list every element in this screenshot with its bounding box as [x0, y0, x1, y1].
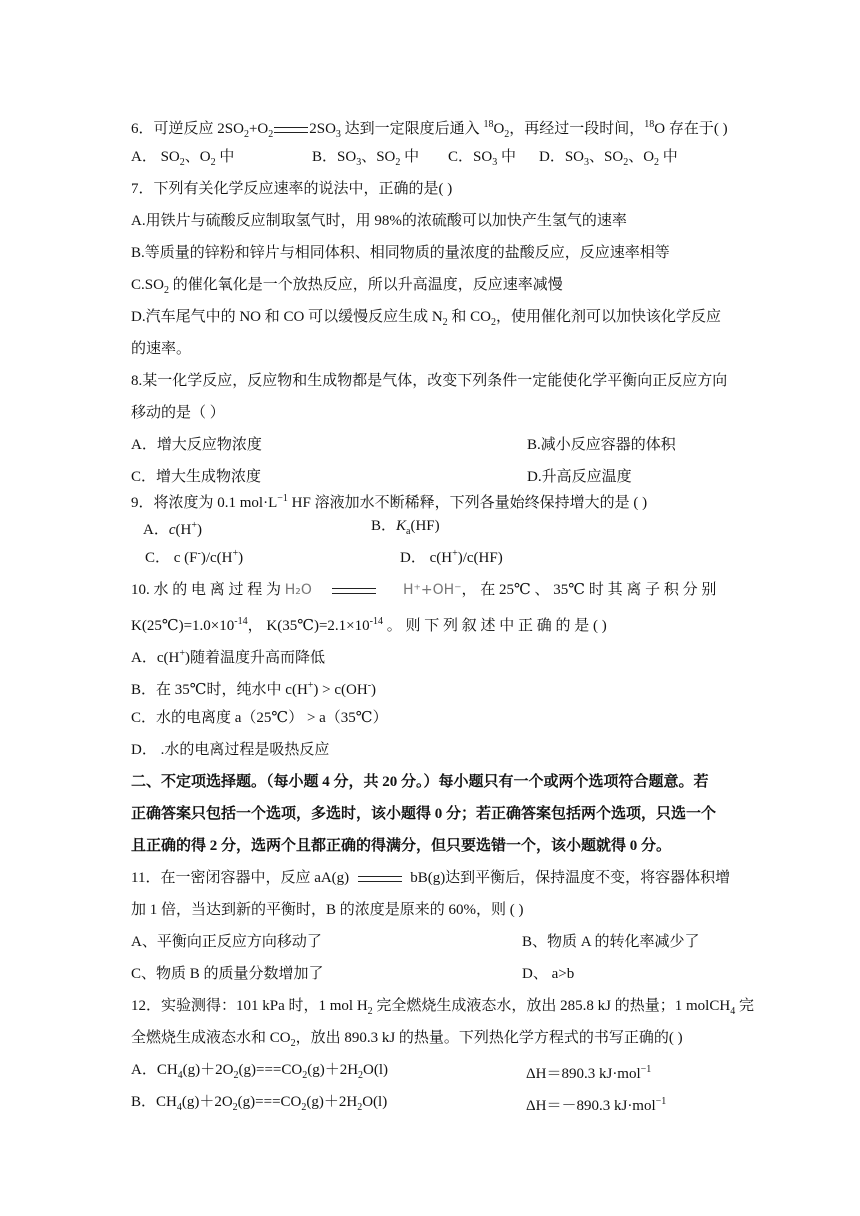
q6-option-b: B．$SO_3$、$SO_2$ 中 [312, 149, 420, 168]
q8-stem-cont: 移动的是（ ） [131, 405, 225, 421]
q11-option-b: B、物质 A 的转化率减少了 [522, 934, 700, 950]
q7-option-d: D.汽车尾气中的 NO 和 CO 可以缓慢反应生成 $N_2$ 和 $CO_2$，使用催化剂可以加快该化学反应 [131, 309, 722, 328]
q12-option-b-enthalpy: ΔH＝－890.3 kJ·mol$^{-1}$ [526, 1096, 667, 1114]
q7-stem: 7．下列有关化学反应速率的说法中，正确的是( ) [131, 181, 453, 197]
q9-option-b: B．$K_a(HF)$ [371, 518, 440, 537]
section-2-rule-1: 正确答案只包括一个选项，多选时，该小题得 0 分；若正确答案包括两个选项，只选一个 [131, 806, 717, 822]
q11-stem-cont: 加 1 倍，当达到新的平衡时，B 的浓度是原来的 60%，则 ( ) [131, 902, 524, 918]
q12-stem-cont: 全燃烧生成液态水和 $CO_2$，放出 890.3 kJ 的热量。下列热化学方程式的书写正确的( ) [131, 1030, 683, 1049]
q11-option-c: C、物质 B 的质量分数增加了 [131, 966, 324, 982]
reversible-arrow-icon [274, 124, 308, 136]
q12-stem: 12．实验测得：101 kPa 时，1 mol $H_2$ 完全燃烧生成液态水，放出 285.8 kJ 的热量；1 molCH$_4$ 完 [131, 998, 754, 1017]
q11-stem: 11．在一密闭容器中，反应 aA(g) bB(g)达到平衡后，保持温度不变，将容器体积增 [131, 870, 731, 886]
q10-stem: 10. 水 的 电 离 过 程 为 H₂O H⁺+OH⁻， 在 25℃ 、 35℃ 时 其 离 子 积 分 别 [131, 582, 717, 598]
q12-option-b-equation: B．$CH_4(g)+2O_2(g)===CO_2(g)+2H_2O(l)$ [131, 1094, 388, 1113]
q6-option-a: A． $SO_2$、$O_2$ 中 [131, 149, 235, 168]
section-2-heading: 二、不定项选择题。（每小题 4 分，共 20 分。）每小题只有一个或两个选项符合题意。若 [131, 774, 709, 790]
q10-option-a: A．c(H+)随着温度升高而降低 [131, 648, 325, 666]
q6-stem: 6．可逆反应 $2SO_2+O_2$ $2SO_3$ 达到一定限度后通入 $^{18}O_2$，再经过一段时间，$^{18}$O 存在于( ) [131, 119, 728, 140]
ions-formula-image: H⁺+OH⁻ [402, 582, 462, 598]
q8-option-a: A．增大反应物浓度 [131, 437, 262, 453]
q11-option-a: A、平衡向正反应方向移动了 [131, 934, 322, 950]
q6-option-c: C．$SO_3$ 中 [448, 149, 516, 168]
q9-option-a: A．c(H+) [143, 520, 202, 538]
q7-option-b: B.等质量的锌粉和锌片与相同体积、相同物质的量浓度的盐酸反应，反应速率相等 [131, 245, 670, 261]
q9-stem: 9．将浓度为 0.1 $mol\cdot L^{-1}$ HF 溶液加水不断稀释，下列各量始终保持增大的是 ( ) [131, 493, 648, 511]
q12-option-a-enthalpy: ΔH＝890.3 kJ·mol$^{-1}$ [526, 1064, 652, 1082]
reversible-arrow-icon [332, 585, 376, 597]
q9-option-d: D． c(H+)/c(HF) [400, 548, 503, 566]
section-2-rule-2: 且正确的得 2 分，选两个且都正确的得满分，但只要选错一个，该小题就得 0 分。 [131, 838, 672, 854]
q8-stem: 8.某一化学反应，反应物和生成物都是气体，改变下列条件一定能使化学平衡向正反应方向 [131, 373, 728, 389]
q8-option-b: B.减小反应容器的体积 [527, 437, 676, 453]
q10-option-c: C．水的电离度 a（25℃） > a（35℃） [131, 710, 388, 726]
q8-option-c: C．增大生成物浓度 [131, 469, 262, 485]
q6-option-d: D．$SO_3$、$SO_2$、$O_2$ 中 [539, 149, 678, 168]
q9-option-c: C． c (F-)/c(H+) [145, 548, 244, 566]
water-formula-image: H₂O [284, 582, 312, 598]
q10-option-d: D． .水的电离过程是吸热反应 [131, 742, 330, 758]
q12-option-a-equation: A．$CH_4(g)+2O_2(g)===CO_2(g)+2H_2O(l)$ [131, 1062, 389, 1081]
reversible-arrow-icon [358, 873, 402, 885]
q10-ion-product: $K(25℃)=1.0\times 10^{-14}$， $K(35℃)=2.1\times 10^{-14}$ 。 则 下 列 叙 述 中 正 确 的 是 ( ) [131, 616, 607, 634]
q7-option-c: $C.SO_2$ 的催化氧化是一个放热反应，所以升高温度，反应速率减慢 [131, 277, 563, 296]
q10-option-b: B．在 35℃时，纯水中 c(H+) > c(OH-) [131, 680, 377, 698]
q7-option-d-cont: 的速率。 [131, 341, 192, 357]
q7-option-a: A.用铁片与硫酸反应制取氢气时，用 98%的浓硫酸可以加快产生氢气的速率 [131, 213, 627, 229]
q11-option-d: D、 a>b [522, 966, 575, 982]
q8-option-d: D.升高反应温度 [527, 469, 632, 485]
